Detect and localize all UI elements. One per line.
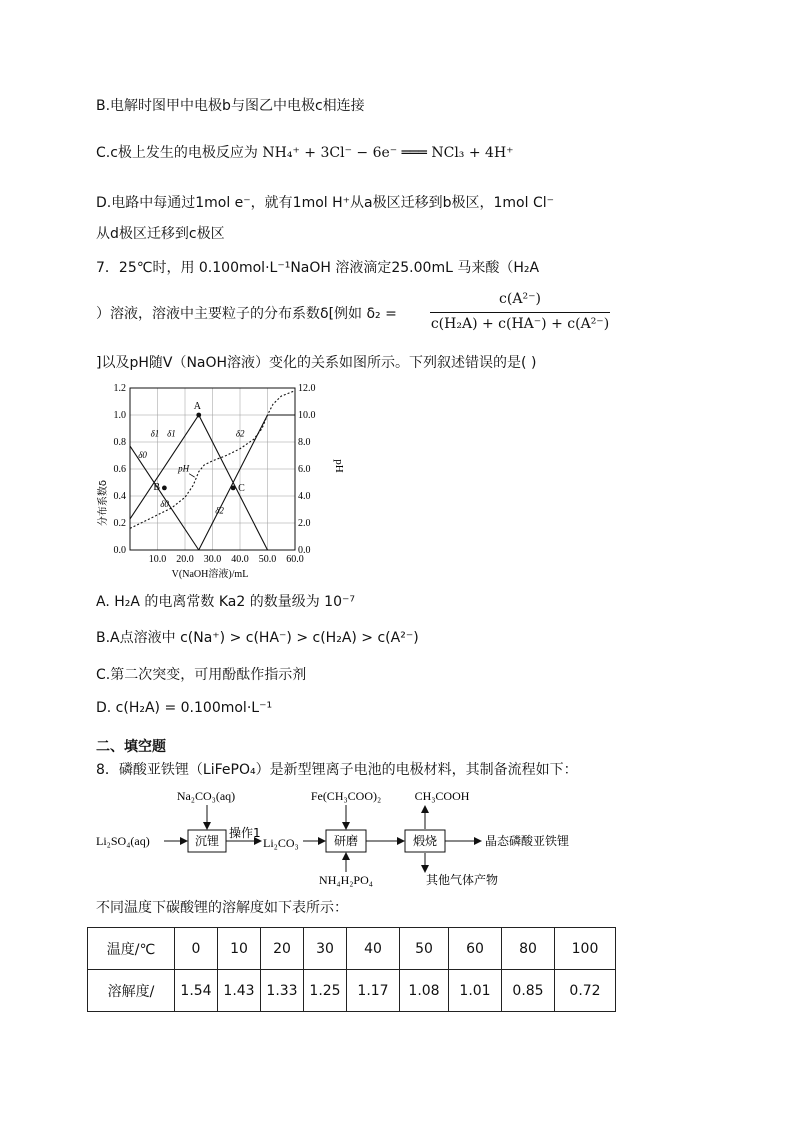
q7-option-b: B.A点溶液中 c(Na⁺) > c(HA⁻) > c(H₂A) > c(A²⁻) bbox=[96, 630, 419, 646]
x-tick-label: 60.0 bbox=[286, 554, 304, 565]
table-cell: 1.25 bbox=[304, 970, 347, 1012]
point-label-C: C bbox=[238, 482, 245, 494]
y-left-label: 分布系数δ bbox=[98, 479, 109, 527]
table-cell: 1.01 bbox=[449, 970, 502, 1012]
y-right-tick-label: 2.0 bbox=[298, 518, 311, 529]
y-right-tick-label: 6.0 bbox=[298, 464, 311, 475]
flow-start-label: Li₂SO₄(aq) bbox=[96, 834, 150, 848]
curve-annotation: δ1 bbox=[167, 428, 176, 439]
y-left-tick-label: 1.2 bbox=[113, 383, 126, 394]
x-tick-label: 30.0 bbox=[203, 554, 222, 565]
table-header-temperature: 温度/℃ bbox=[88, 928, 175, 970]
q7-option-d: D. c(H₂A) = 0.100mol·L⁻¹ bbox=[96, 700, 273, 716]
table-cell: 1.33 bbox=[261, 970, 304, 1012]
q6-option-c-formula: NH₄⁺ + 3Cl⁻ − 6e⁻ ═══ NCl₃ + 4H⁺ bbox=[262, 145, 514, 161]
curve-annotation: δ2 bbox=[215, 505, 224, 516]
table-cell: 30 bbox=[304, 928, 347, 970]
y-right-label: pH bbox=[333, 459, 345, 473]
y-left-tick-label: 1.0 bbox=[113, 410, 126, 421]
series-line-δ2 bbox=[199, 415, 295, 550]
solubility-table bbox=[87, 927, 616, 1012]
flow-operation-1: 操作1 bbox=[229, 826, 261, 840]
fraction-bar bbox=[430, 312, 610, 313]
table-cell: 60 bbox=[449, 928, 502, 970]
curve-annotation: δ2 bbox=[235, 428, 245, 439]
section-title: 二、填空题 bbox=[96, 739, 166, 755]
table-cell: 1.08 bbox=[400, 970, 449, 1012]
y-right-tick-label: 4.0 bbox=[298, 491, 311, 502]
flow-box-2-label: 研磨 bbox=[333, 834, 359, 848]
table-row-solubility bbox=[88, 970, 616, 1012]
y-left-tick-label: 0.2 bbox=[113, 518, 126, 529]
table-header-solubility: 溶解度/ bbox=[88, 970, 175, 1012]
flow-input-2-top: Fe(CH₃COO)₂ bbox=[310, 789, 382, 803]
table-cell: 80 bbox=[502, 928, 555, 970]
curve-annotation: δ1 bbox=[150, 428, 160, 439]
q8-stem: 8．磷酸亚铁锂（LiFePO₄）是新型锂离子电池的电极材料，其制备流程如下： bbox=[96, 762, 578, 778]
table-cell: 100 bbox=[555, 928, 616, 970]
curve-annotation: δ0 bbox=[160, 498, 169, 509]
flow-input-2-bottom: NH₄H₂PO₄ bbox=[319, 873, 373, 887]
x-tick-label: 50.0 bbox=[258, 554, 277, 565]
point-A bbox=[196, 413, 201, 418]
q7-option-a: A. H₂A 的电离常数 Ka2 的数量级为 10⁻⁷ bbox=[96, 594, 355, 610]
point-label-B: B bbox=[153, 481, 161, 493]
q6-option-c-prefix: C.c极上发生的电极反应为 bbox=[96, 145, 263, 161]
q6-option-d-line1: D.电路中每通过1mol e⁻，就有1mol H⁺从a极区迁移到b极区，1mol Cl⁻ bbox=[96, 195, 555, 211]
y-left-tick-label: 0.6 bbox=[113, 464, 126, 475]
flow-box-3-label: 煅烧 bbox=[412, 834, 438, 848]
flow-box-1-label: 沉锂 bbox=[194, 834, 220, 848]
table-cell: 50 bbox=[400, 928, 449, 970]
point-C bbox=[231, 486, 236, 491]
x-tick-label: 40.0 bbox=[231, 554, 249, 565]
flow-output-bottom: 其他气体产物 bbox=[426, 873, 499, 887]
x-tick-label: 20.0 bbox=[176, 554, 194, 565]
flow-input-1: Na₂CO₃(aq) bbox=[176, 789, 236, 803]
table-cell: 1.43 bbox=[218, 970, 261, 1012]
table-cell: 0.85 bbox=[502, 970, 555, 1012]
q7-stem-line1: 7．25℃时，用 0.100mol·L⁻¹NaOH 溶液滴定25.00mL 马来酸（H₂A bbox=[96, 260, 540, 276]
y-right-tick-label: 12.0 bbox=[298, 383, 316, 394]
q7-stem-line3: ]以及pH随V（NaOH溶液）变化的关系如图所示。下列叙述错误的是( ) bbox=[96, 355, 537, 371]
table-cell: 0 bbox=[175, 928, 218, 970]
ph-pointer bbox=[189, 474, 195, 477]
table-cell: 0.72 bbox=[555, 970, 616, 1012]
table-cell: 1.54 bbox=[175, 970, 218, 1012]
table-cell: 10 bbox=[218, 928, 261, 970]
process-flowchart bbox=[96, 786, 616, 894]
x-tick-label: 10.0 bbox=[148, 554, 167, 565]
q6-option-b: B.电解时图甲中电极b与图乙中电极c相连接 bbox=[96, 98, 365, 114]
y-left-tick-label: 0.8 bbox=[113, 437, 126, 448]
flow-output-top: CH₃COOH bbox=[414, 789, 470, 803]
q8-table-intro: 不同温度下碳酸锂的溶解度如下表所示： bbox=[96, 900, 348, 916]
y-left-tick-label: 0.0 bbox=[113, 545, 126, 556]
q7-stem-line2: ）溶液，溶液中主要粒子的分布系数δ[例如 δ₂ = bbox=[96, 306, 397, 322]
table-cell: 40 bbox=[347, 928, 400, 970]
flow-end-label: 晶态磷酸亚铁锂 bbox=[485, 834, 570, 848]
y-right-tick-label: 8.0 bbox=[298, 437, 311, 448]
q6-option-c bbox=[96, 143, 514, 163]
curve-annotation: pH bbox=[178, 463, 190, 474]
table-cell: 20 bbox=[261, 928, 304, 970]
x-axis-label: V(NaOH溶液)/mL bbox=[171, 569, 249, 580]
table-cell: 1.17 bbox=[347, 970, 400, 1012]
y-left-tick-label: 0.4 bbox=[113, 491, 126, 502]
q7-option-c: C.第二次突变，可用酚酞作指示剂 bbox=[96, 667, 307, 683]
y-right-tick-label: 10.0 bbox=[298, 410, 316, 421]
fraction-numerator: c(A²⁻) bbox=[499, 291, 541, 307]
point-B bbox=[162, 486, 167, 491]
q6-option-d-line2: 从d极区迁移到c极区 bbox=[96, 226, 225, 242]
fraction-denominator: c(H₂A) + c(HA⁻) + c(A²⁻) bbox=[430, 316, 610, 332]
titration-chart bbox=[90, 378, 345, 583]
table-row-temperature bbox=[88, 928, 616, 970]
curve-annotation: δ0 bbox=[138, 450, 147, 461]
point-label-A: A bbox=[193, 401, 201, 412]
flow-mid-label: Li₂CO₃ bbox=[263, 836, 299, 850]
y-right-tick-label: 0.0 bbox=[298, 545, 311, 556]
